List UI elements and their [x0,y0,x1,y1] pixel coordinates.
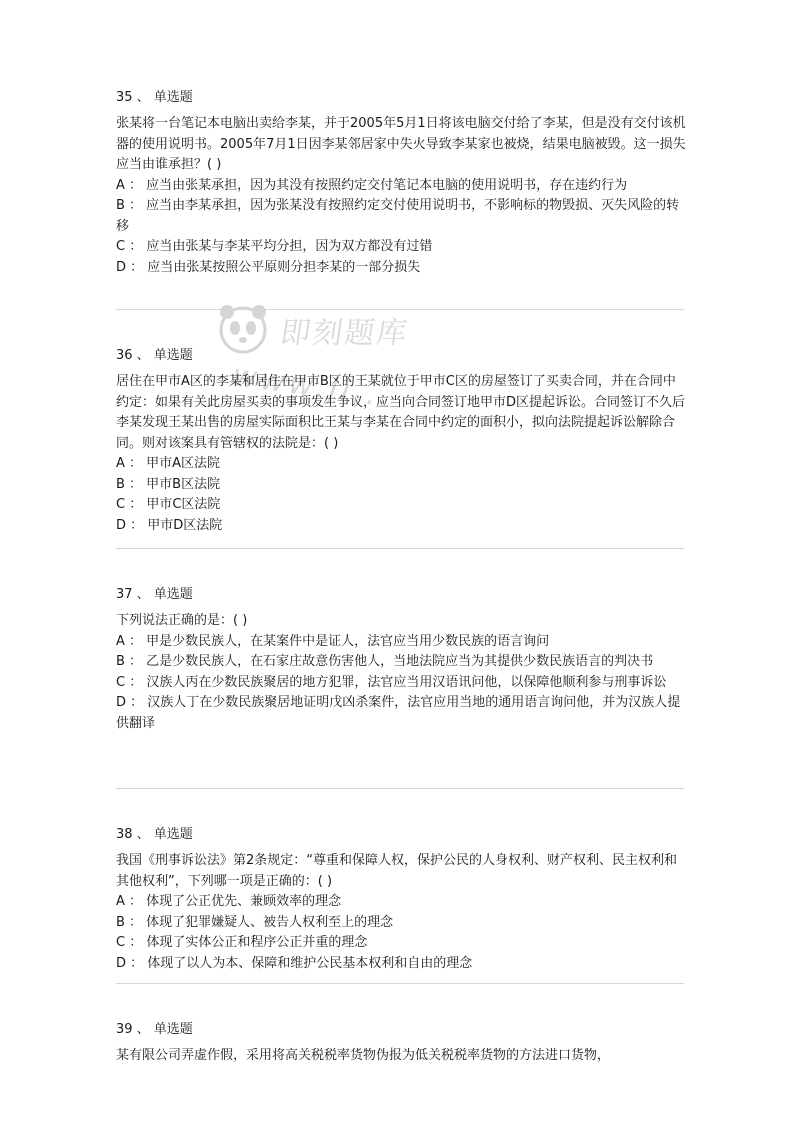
question-text: 居住在甲市A区的李某和居住在甲市B区的王某就位于甲市C区的房屋签订了买卖合同，并在合同中约定：如果有关此房屋买卖的事项发生争议，应当向合同签订地甲市D区提起诉讼。合同签订不久后李某发现王某出售的房屋实际面积比王某与李某在合同中约定的面积小，拟向法院提起诉讼解除合同。则对该案具有管辖权的法院是：( ) [116,374,686,451]
question-heading: 37 、 单选题 [116,587,193,602]
question-block [116,88,688,278]
divider [116,548,684,549]
question-heading: 39 、 单选题 [116,1022,193,1037]
answer-option: D ： 体现了以人为本、保障和维护公民基本权利和自由的理念 [116,955,473,971]
answer-option: A ： 甲是少数民族人，在某案件中是证人，法官应当用少数民族的语言询问 [116,633,550,649]
question-heading: 35 、 单选题 [116,90,193,105]
answer-option: C ： 体现了实体公正和程序公正并重的理念 [116,935,368,950]
watermark-url: www.ji... [230,358,396,416]
answer-option: D ： 汉族人丁在少数民族聚居地证明戊凶杀案件，法官应用当地的通用语言询问他，并为汉族人提供翻译 [116,695,681,731]
question-text: 下列说法正确的是：( ) [116,613,248,628]
divider [116,788,684,789]
answer-option: B ： 甲市B区法院 [116,476,221,492]
answer-option: A ： 甲市A区法院 [116,456,221,471]
answer-option: B ： 乙是少数民族人，在石家庄故意伤害他人，当地法院应当为其提供少数民族语言的判决书 [116,654,654,669]
answer-option: B ： 应当由李某承担，因为张某没有按照约定交付使用说明书，不影响标的物毁损、灭失风险的转移 [116,198,680,234]
question-block [116,825,688,974]
divider [116,983,684,984]
answer-option: A ： 应当由张某承担，因为其没有按照约定交付笔记本电脑的使用说明书，存在违约行为 [116,177,628,193]
question-text: 我国《刑事诉讼法》第2条规定：“尊重和保障人权，保护公民的人身权利、财产权利、民主权利和其他权利”，下列哪一项是正确的：( ) [116,853,678,889]
question-block [116,585,688,734]
question-block [116,1020,688,1067]
answer-option: D ： 应当由张某按照公平原则分担李某的一部分损失 [116,259,421,275]
question-heading: 36 、 单选题 [116,348,193,363]
answer-option: C ： 应当由张某与李某平均分担，因为双方都没有过错 [116,239,433,254]
question-text: 某有限公司弄虚作假，采用将高关税税率货物伪报为低关税税率货物的方法进口货物， [116,1048,611,1063]
answer-option: B ： 体现了犯罪嫌疑人、被告人权利至上的理念 [116,914,394,930]
question-block [116,346,688,536]
answer-option: C ： 甲市C区法院 [116,497,221,512]
answer-option: C ： 汉族人丙在少数民族聚居的地方犯罪，法官应当用汉语讯问他，以保障他顺利参与刑事诉讼 [116,674,667,690]
watermark-brand: 即刻题库 [278,316,411,351]
question-text: 张某将一台笔记本电脑出卖给李某，并于2005年5月1日将该电脑交付给了李某，但是没有交付该机器的使用说明书。2005年7月1日因李某邻居家中失火导致李某家也被烧，结果电脑被毁。这一损失应当由谁承担？( ) [116,116,686,172]
answer-option: A ： 体现了公正优先、兼顾效率的理念 [116,894,342,909]
divider [116,309,684,310]
answer-option: D ： 甲市D区法院 [116,517,223,533]
question-heading: 38 、 单选题 [116,827,193,842]
